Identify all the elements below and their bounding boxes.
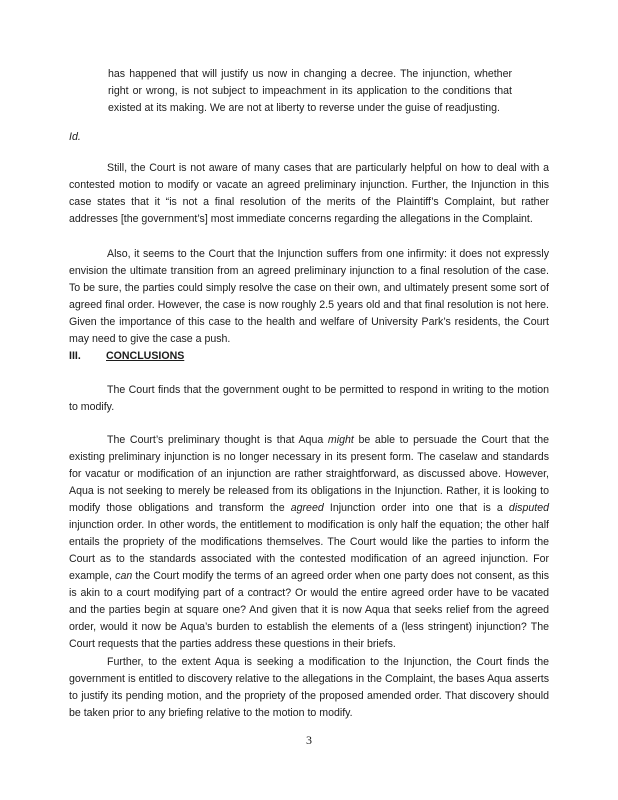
paragraph-5: Further, to the extent Aqua is seeking a modification to the Injunction, the Court finds the government is entitled to discovery relative to the allegations in the Complaint, the bases Aqua asserts to justify its pending motion, and the propriety of the proposed amended order. That discovery should be taken prior to any briefing relative to the motion to modify.: [69, 656, 549, 719]
paragraph-4-text: injunction order. In other words, the entitlement to modification is only half the equation; the other half entails the propriety of the modifications themselves. The Court would like the parties to inform the Court as to the standards associated with the contested modification of an agreed injunction. For example,: [69, 519, 549, 582]
paragraph-4-emphasis: can: [115, 570, 133, 582]
paragraph-4-emphasis: agreed: [290, 502, 324, 514]
paragraph-4-text: Injunction order into one that is a: [323, 502, 509, 514]
page-number: 3: [306, 733, 312, 747]
paragraph-3: The Court finds that the government ought to be permitted to respond in writing to the motion to modify.: [69, 384, 549, 413]
citation: Id.: [69, 131, 81, 143]
block-quote: has happened that will justify us now in changing a decree. The injunction, whether right or wrong, is not subject to impeachment in its application to the conditions that existed at its making. We are not at liberty to reverse under the guise of readjusting.: [108, 68, 512, 114]
paragraph-4: [69, 432, 549, 653]
section-heading-number: III.: [69, 350, 81, 362]
paragraph-1: Still, the Court is not aware of many cases that are particularly helpful on how to deal with a contested motion to modify or vacate an agreed preliminary injunction. Further, the Injunction in this case states that it “is not a final resolution of the merits of the Plaintiff’s Complaint, but rather addresses [the government’s] most immediate concerns regarding the allegations in the Complaint.: [69, 162, 549, 225]
paragraph-4-emphasis: disputed: [508, 502, 549, 514]
paragraph-4-text: be able to persuade the Court that the existing preliminary injunction is no longer necessary in its present form. The caselaw and standards for vacatur or modification of an injunction are rather straightforward, as discussed above. However, Aqua is not seeking to merely be released from its obligations in the Injunction. Rather, it is looking to modify those obligations and transform the: [69, 434, 549, 514]
paragraph-4-text: the Court modify the terms of an agreed order when one party does not consent, as this is akin to a court modifying part of a contract? Or would the entire agreed order have to be vacated and the parties begin at square one? And given that it is now Aqua that seeks relief from the agreed order, would it now be Aqua’s burden to establish the elements of a (less stringent) injunction? The Court requests that the parties address these questions in their briefs.: [69, 570, 550, 650]
section-heading-title: CONCLUSIONS: [106, 350, 185, 362]
paragraph-4-emphasis: might: [327, 434, 354, 446]
paragraph-2: Also, it seems to the Court that the Injunction suffers from one infirmity: it does not expressly envision the ultimate transition from an agreed preliminary injunction to a final resolution of the case. To be sure, the parties could simply resolve the case on their own, and ultimately present some sort of agreed final order. However, the case is now roughly 2.5 years old and that final resolution is not here. Given the importance of this case to the health and welfare of University Park’s residents, the Court may need to give the case a push.: [69, 248, 549, 345]
section-heading: [69, 350, 184, 362]
paragraph-4-text: The Court’s preliminary thought is that Aqua: [107, 434, 328, 446]
